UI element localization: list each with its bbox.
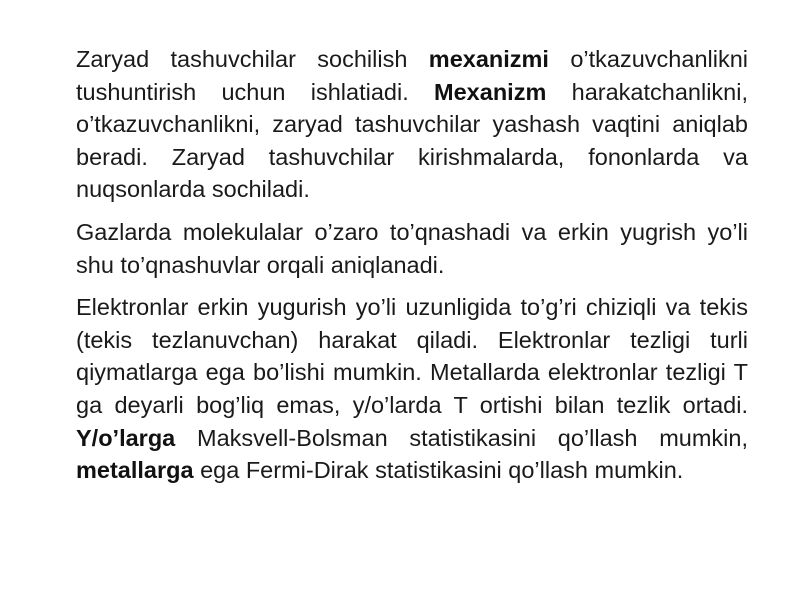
paragraph-electrons [76,291,748,487]
text-run: Elektronlar erkin yugurish yo’li uzunligida to’g’ri chiziqli va tekis (tekis tezlanuvchan) harakat qiladi. Elektronlar tezligi turli qiymatlarga ega bo’lishi mumkin. Metallarda elektronlar tezligi T ga deyarli bog’liq emas, y/o’larda T ortishi bilan tezlik ortadi. [76,294,748,418]
bold-term-metals: metallarga [76,457,194,484]
text-run: Maksvell-Bolsman statistikasini qo’llash mumkin, [175,424,748,451]
text-run: o’tkazuvchanlikni tushuntirish uchun ishlatiadi. [76,46,748,105]
text-run: ega Fermi-Dirak statistikasini qo’llash mumkin. [193,457,684,484]
bold-term-mexanizm: Mexanizm [434,78,547,105]
text-run: harakatchanlikni, o’tkazuvchanlikni, zaryad tashuvchilar yashash vaqtini aniqlab beradi. Zaryad tashuvchilar kirishmalarda, fononlarda va nuqsonlarda sochiladi. [76,78,748,203]
text-run: Zaryad tashuvchilar sochilish [76,46,429,72]
text-body [76,43,748,487]
paragraph-scattering-mechanism [76,43,748,206]
bold-term-semiconductors: Y/o’larga [76,424,176,451]
bold-term-mexanizmi: mexanizmi [428,46,549,72]
text-run: Gazlarda molekulalar o’zaro to’qnashadi va erkin yugrish yo’li shu to’qnashuvlar orqali aniqlanadi. [76,218,748,278]
paragraph-gases [76,216,748,281]
